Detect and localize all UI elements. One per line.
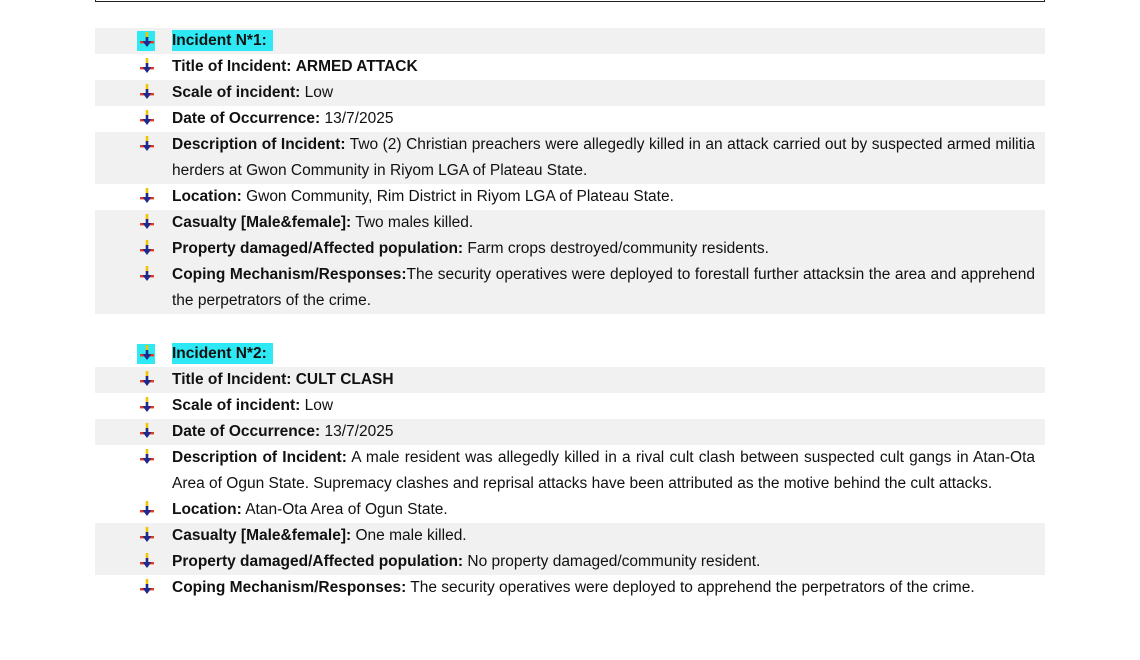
description-label: Description of Incident: — [172, 136, 346, 153]
date-row — [95, 106, 1045, 132]
date-label: Date of Occurrence: — [172, 423, 321, 440]
date-label: Date of Occurrence: — [172, 110, 321, 127]
location-label: Location: — [172, 501, 242, 518]
title-label: Title of Incident: — [172, 371, 292, 388]
coping-label: Coping Mechanism/Responses: — [172, 579, 407, 596]
casualty-row — [95, 210, 1045, 236]
scale-value: Low — [304, 84, 334, 101]
location-label: Location: — [172, 188, 242, 205]
incident-block-1 — [95, 28, 1045, 314]
incident-heading: Incident N*1: — [172, 30, 273, 51]
location-value: Atan-Ota Area of Ogun State. — [245, 501, 448, 518]
description-row — [95, 445, 1045, 497]
casualty-value: Two males killed. — [355, 214, 474, 231]
casualty-value: One male killed. — [355, 527, 467, 544]
arrow-down-bullet-icon — [139, 84, 155, 100]
arrow-down-bullet-icon — [139, 58, 155, 74]
property-row — [95, 236, 1045, 262]
property-label: Property damaged/Affected population: — [172, 240, 464, 257]
scale-label: Scale of incident: — [172, 397, 301, 414]
arrow-down-bullet-icon — [139, 188, 155, 204]
scale-row — [95, 80, 1045, 106]
date-row — [95, 419, 1045, 445]
scale-value: Low — [304, 397, 334, 414]
property-value: No property damaged/community resident. — [467, 553, 761, 570]
title-label: Title of Incident: — [172, 58, 292, 75]
incident-heading: Incident N*2: — [172, 343, 273, 364]
scale-label: Scale of incident: — [172, 84, 301, 101]
location-value: Gwon Community, Rim District in Riyom LGA of Plateau State. — [246, 188, 674, 205]
coping-value: The security operatives were deployed to forestall further attacksin the area and apprehend the perpetrators of the crime. — [172, 266, 1035, 309]
incident-heading-row — [95, 28, 1045, 54]
page-top-frame — [95, 0, 1045, 2]
title-value: ARMED ATTACK — [295, 58, 418, 75]
arrow-down-bullet-icon — [139, 449, 155, 465]
coping-row — [95, 262, 1045, 314]
arrow-down-bullet-icon — [139, 371, 155, 387]
coping-row — [95, 575, 1045, 601]
arrow-down-bullet-icon — [139, 214, 155, 230]
arrow-down-bullet-icon — [139, 501, 155, 517]
incident-heading-row — [95, 341, 1045, 367]
description-row — [95, 132, 1045, 184]
description-value: A male resident was allegedly killed in a rival cult clash between suspected cult gangs in Atan-Ota Area of Ogun State. Supremacy clashes and reprisal attacks have been attributed as the motive behind the cult attacks. — [172, 449, 1036, 492]
title-row — [95, 54, 1045, 80]
arrow-down-bullet-icon — [139, 553, 155, 569]
coping-value: The security operatives were deployed to apprehend the perpetrators of the crime. — [410, 579, 975, 596]
arrow-down-bullet-icon — [139, 240, 155, 256]
location-row — [95, 184, 1045, 210]
casualty-row — [95, 523, 1045, 549]
casualty-label: Casualty [Male&female]: — [172, 214, 352, 231]
arrow-down-bullet-icon — [139, 32, 155, 48]
coping-label: Coping Mechanism/Responses: — [172, 266, 407, 283]
property-label: Property damaged/Affected population: — [172, 553, 464, 570]
arrow-down-bullet-icon — [139, 110, 155, 126]
location-row — [95, 497, 1045, 523]
incident-block-2 — [95, 341, 1045, 601]
arrow-down-bullet-icon — [139, 345, 155, 361]
arrow-down-bullet-icon — [139, 397, 155, 413]
title-value: CULT CLASH — [295, 371, 394, 388]
arrow-down-bullet-icon — [139, 579, 155, 595]
casualty-label: Casualty [Male&female]: — [172, 527, 352, 544]
arrow-down-bullet-icon — [139, 423, 155, 439]
arrow-down-bullet-icon — [139, 136, 155, 152]
description-label: Description of Incident: — [172, 449, 347, 466]
scale-row — [95, 393, 1045, 419]
arrow-down-bullet-icon — [139, 266, 155, 282]
description-value: Two (2) Christian preachers were allegedly killed in an attack carried out by suspected armed militia herders at Gwon Community in Riyom LGA of Plateau State. — [172, 136, 1035, 179]
date-value: 13/7/2025 — [324, 110, 394, 127]
arrow-down-bullet-icon — [139, 527, 155, 543]
property-value: Farm crops destroyed/community residents. — [467, 240, 769, 257]
property-row — [95, 549, 1045, 575]
title-row — [95, 367, 1045, 393]
date-value: 13/7/2025 — [324, 423, 394, 440]
